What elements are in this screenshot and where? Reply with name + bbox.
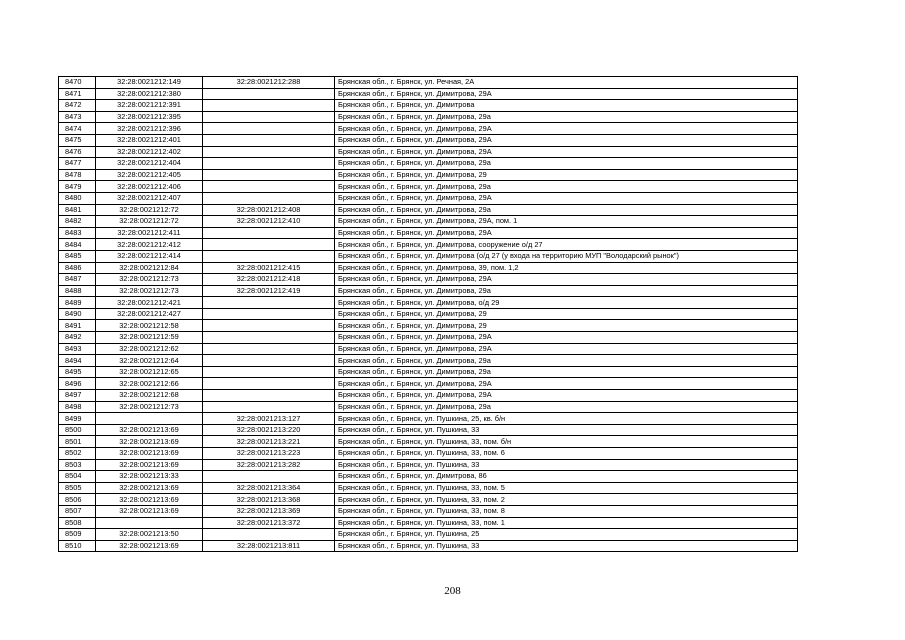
table-row [59,401,798,413]
table-row [59,482,798,494]
parcel-cadastral-number-cell: 32:28:0021212:380 [96,88,203,100]
object-cadastral-number-cell: 32:28:0021212:419 [203,285,335,297]
parcel-cadastral-number-cell: 32:28:0021212:84 [96,262,203,274]
object-cadastral-number-cell [203,134,335,146]
object-cadastral-number-cell [203,343,335,355]
table-row [59,448,798,460]
object-cadastral-number-cell [203,100,335,112]
row-number-cell: 8477 [59,158,96,170]
object-cadastral-number-cell [203,297,335,309]
parcel-cadastral-number-cell: 32:28:0021212:73 [96,401,203,413]
address-cell: Брянская обл., г. Брянск, ул. Димитрова, 29А [335,123,798,135]
address-cell: Брянская обл., г. Брянск, ул. Димитрова, 29а [335,204,798,216]
address-cell: Брянская обл., г. Брянск, ул. Пушкина, 25 [335,529,798,541]
table-row [59,320,798,332]
row-number-cell: 8494 [59,355,96,367]
address-cell: Брянская обл., г. Брянск, ул. Пушкина, 25, кв. б/н [335,413,798,425]
registry-table-body [59,77,798,552]
row-number-cell: 8487 [59,274,96,286]
parcel-cadastral-number-cell [96,413,203,425]
address-cell: Брянская обл., г. Брянск, ул. Димитрова, сооружение о/д 27 [335,239,798,251]
address-cell: Брянская обл., г. Брянск, ул. Димитрова, 29А [335,343,798,355]
table-row [59,332,798,344]
row-number-cell: 8509 [59,529,96,541]
row-number-cell: 8502 [59,448,96,460]
address-cell: Брянская обл., г. Брянск, ул. Пушкина, 33, пом. 6 [335,448,798,460]
parcel-cadastral-number-cell: 32:28:0021212:427 [96,308,203,320]
parcel-cadastral-number-cell: 32:28:0021212:421 [96,297,203,309]
parcel-cadastral-number-cell: 32:28:0021212:395 [96,111,203,123]
table-row [59,390,798,402]
address-cell: Брянская обл., г. Брянск, ул. Пушкина, 33 [335,424,798,436]
object-cadastral-number-cell [203,158,335,170]
object-cadastral-number-cell [203,227,335,239]
object-cadastral-number-cell [203,123,335,135]
table-row [59,413,798,425]
row-number-cell: 8480 [59,192,96,204]
registry-table [58,76,798,552]
address-cell: Брянская обл., г. Брянск, ул. Димитрова, 29а [335,401,798,413]
object-cadastral-number-cell: 32:28:0021212:415 [203,262,335,274]
address-cell: Брянская обл., г. Брянск, ул. Димитрова, о/д 29 [335,297,798,309]
parcel-cadastral-number-cell: 32:28:0021212:72 [96,216,203,228]
address-cell: Брянская обл., г. Брянск, ул. Димитрова, 29А [335,390,798,402]
object-cadastral-number-cell: 32:28:0021213:220 [203,424,335,436]
row-number-cell: 8496 [59,378,96,390]
row-number-cell: 8486 [59,262,96,274]
table-row [59,123,798,135]
table-row [59,308,798,320]
object-cadastral-number-cell [203,378,335,390]
address-cell: Брянская обл., г. Брянск, ул. Димитрова (о/д 27 (у входа на территорию МУП "Володарский рынок") [335,250,798,262]
table-row [59,262,798,274]
object-cadastral-number-cell [203,390,335,402]
parcel-cadastral-number-cell: 32:28:0021212:64 [96,355,203,367]
address-cell: Брянская обл., г. Брянск, ул. Димитрова, 29 [335,320,798,332]
row-number-cell: 8498 [59,401,96,413]
object-cadastral-number-cell [203,169,335,181]
parcel-cadastral-number-cell: 32:28:0021212:73 [96,274,203,286]
parcel-cadastral-number-cell: 32:28:0021212:149 [96,77,203,89]
parcel-cadastral-number-cell: 32:28:0021212:391 [96,100,203,112]
row-number-cell: 8483 [59,227,96,239]
address-cell: Брянская обл., г. Брянск, ул. Димитрова, 29А [335,378,798,390]
row-number-cell: 8507 [59,505,96,517]
table-row [59,111,798,123]
table-row [59,517,798,529]
object-cadastral-number-cell: 32:28:0021213:811 [203,540,335,552]
parcel-cadastral-number-cell: 32:28:0021212:411 [96,227,203,239]
parcel-cadastral-number-cell: 32:28:0021212:68 [96,390,203,402]
row-number-cell: 8504 [59,471,96,483]
address-cell: Брянская обл., г. Брянск, ул. Димитрова [335,100,798,112]
object-cadastral-number-cell [203,366,335,378]
object-cadastral-number-cell [203,111,335,123]
row-number-cell: 8476 [59,146,96,158]
table-row [59,529,798,541]
page-number: 208 [444,585,461,597]
object-cadastral-number-cell [203,471,335,483]
parcel-cadastral-number-cell: 32:28:0021212:62 [96,343,203,355]
parcel-cadastral-number-cell: 32:28:0021213:69 [96,505,203,517]
parcel-cadastral-number-cell: 32:28:0021212:405 [96,169,203,181]
table-row [59,505,798,517]
table-row [59,459,798,471]
row-number-cell: 8493 [59,343,96,355]
row-number-cell: 8497 [59,390,96,402]
table-row [59,494,798,506]
row-number-cell: 8492 [59,332,96,344]
parcel-cadastral-number-cell: 32:28:0021213:69 [96,459,203,471]
table-row [59,227,798,239]
address-cell: Брянская обл., г. Брянск, ул. Димитрова, 29а [335,158,798,170]
object-cadastral-number-cell [203,332,335,344]
table-row [59,169,798,181]
address-cell: Брянская обл., г. Брянск, ул. Димитрова, 29 [335,308,798,320]
object-cadastral-number-cell [203,239,335,251]
parcel-cadastral-number-cell: 32:28:0021212:412 [96,239,203,251]
object-cadastral-number-cell: 32:28:0021213:127 [203,413,335,425]
parcel-cadastral-number-cell: 32:28:0021212:406 [96,181,203,193]
address-cell: Брянская обл., г. Брянск, ул. Пушкина, 33, пом. б/н [335,436,798,448]
object-cadastral-number-cell: 32:28:0021212:418 [203,274,335,286]
object-cadastral-number-cell [203,250,335,262]
address-cell: Брянская обл., г. Брянск, ул. Димитрова, 29 [335,169,798,181]
object-cadastral-number-cell: 32:28:0021212:408 [203,204,335,216]
address-cell: Брянская обл., г. Брянск, ул. Димитрова, 29А [335,332,798,344]
row-number-cell: 8503 [59,459,96,471]
table-row [59,285,798,297]
address-cell: Брянская обл., г. Брянск, ул. Димитрова, 29А [335,134,798,146]
parcel-cadastral-number-cell: 32:28:0021213:69 [96,540,203,552]
parcel-cadastral-number-cell [96,517,203,529]
row-number-cell: 8508 [59,517,96,529]
address-cell: Брянская обл., г. Брянск, ул. Пушкина, 33, пом. 2 [335,494,798,506]
row-number-cell: 8488 [59,285,96,297]
parcel-cadastral-number-cell: 32:28:0021212:414 [96,250,203,262]
object-cadastral-number-cell: 32:28:0021213:368 [203,494,335,506]
address-cell: Брянская обл., г. Брянск, ул. Димитрова, 29а [335,285,798,297]
address-cell: Брянская обл., г. Брянск, ул. Димитрова, 29а [335,181,798,193]
row-number-cell: 8484 [59,239,96,251]
object-cadastral-number-cell: 32:28:0021213:221 [203,436,335,448]
address-cell: Брянская обл., г. Брянск, ул. Пушкина, 33, пом. 1 [335,517,798,529]
row-number-cell: 8500 [59,424,96,436]
row-number-cell: 8506 [59,494,96,506]
address-cell: Брянская обл., г. Брянск, ул. Димитрова, 86 [335,471,798,483]
row-number-cell: 8501 [59,436,96,448]
parcel-cadastral-number-cell: 32:28:0021212:73 [96,285,203,297]
parcel-cadastral-number-cell: 32:28:0021212:65 [96,366,203,378]
table-row [59,343,798,355]
parcel-cadastral-number-cell: 32:28:0021212:401 [96,134,203,146]
address-cell: Брянская обл., г. Брянск, ул. Димитрова, 29А, пом. 1 [335,216,798,228]
table-row [59,146,798,158]
parcel-cadastral-number-cell: 32:28:0021212:59 [96,332,203,344]
row-number-cell: 8489 [59,297,96,309]
table-row [59,366,798,378]
row-number-cell: 8510 [59,540,96,552]
table-row [59,436,798,448]
address-cell: Брянская обл., г. Брянск, ул. Речная, 2А [335,77,798,89]
parcel-cadastral-number-cell: 32:28:0021212:72 [96,204,203,216]
address-cell: Брянская обл., г. Брянск, ул. Димитрова, 29А [335,227,798,239]
object-cadastral-number-cell [203,181,335,193]
table-row [59,192,798,204]
address-cell: Брянская обл., г. Брянск, ул. Димитрова, 29А [335,88,798,100]
parcel-cadastral-number-cell: 32:28:0021212:396 [96,123,203,135]
object-cadastral-number-cell: 32:28:0021213:282 [203,459,335,471]
object-cadastral-number-cell: 32:28:0021213:372 [203,517,335,529]
table-row [59,540,798,552]
parcel-cadastral-number-cell: 32:28:0021213:69 [96,448,203,460]
address-cell: Брянская обл., г. Брянск, ул. Пушкина, 33 [335,459,798,471]
address-cell: Брянская обл., г. Брянск, ул. Пушкина, 33, пом. 5 [335,482,798,494]
parcel-cadastral-number-cell: 32:28:0021213:69 [96,424,203,436]
object-cadastral-number-cell [203,192,335,204]
table-row [59,239,798,251]
table-row [59,158,798,170]
row-number-cell: 8475 [59,134,96,146]
row-number-cell: 8473 [59,111,96,123]
row-number-cell: 8495 [59,366,96,378]
row-number-cell: 8482 [59,216,96,228]
row-number-cell: 8471 [59,88,96,100]
address-cell: Брянская обл., г. Брянск, ул. Димитрова, 39, пом. 1,2 [335,262,798,274]
parcel-cadastral-number-cell: 32:28:0021213:69 [96,494,203,506]
object-cadastral-number-cell [203,146,335,158]
row-number-cell: 8485 [59,250,96,262]
address-cell: Брянская обл., г. Брянск, ул. Пушкина, 33 [335,540,798,552]
address-cell: Брянская обл., г. Брянск, ул. Димитрова, 29А [335,274,798,286]
row-number-cell: 8505 [59,482,96,494]
object-cadastral-number-cell [203,355,335,367]
row-number-cell: 8472 [59,100,96,112]
parcel-cadastral-number-cell: 32:28:0021213:69 [96,482,203,494]
row-number-cell: 8491 [59,320,96,332]
parcel-cadastral-number-cell: 32:28:0021213:50 [96,529,203,541]
address-cell: Брянская обл., г. Брянск, ул. Димитрова, 29А [335,192,798,204]
parcel-cadastral-number-cell: 32:28:0021213:69 [96,436,203,448]
table-row [59,250,798,262]
object-cadastral-number-cell [203,308,335,320]
table-row [59,471,798,483]
table-row [59,204,798,216]
object-cadastral-number-cell [203,401,335,413]
object-cadastral-number-cell: 32:28:0021213:364 [203,482,335,494]
table-row [59,181,798,193]
parcel-cadastral-number-cell: 32:28:0021212:58 [96,320,203,332]
address-cell: Брянская обл., г. Брянск, ул. Димитрова, 29а [335,355,798,367]
row-number-cell: 8478 [59,169,96,181]
object-cadastral-number-cell [203,320,335,332]
row-number-cell: 8481 [59,204,96,216]
object-cadastral-number-cell: 32:28:0021212:288 [203,77,335,89]
table-row [59,424,798,436]
object-cadastral-number-cell [203,88,335,100]
parcel-cadastral-number-cell: 32:28:0021212:407 [96,192,203,204]
table-row [59,355,798,367]
object-cadastral-number-cell: 32:28:0021213:369 [203,505,335,517]
parcel-cadastral-number-cell: 32:28:0021212:404 [96,158,203,170]
parcel-cadastral-number-cell: 32:28:0021212:66 [96,378,203,390]
table-row [59,88,798,100]
parcel-cadastral-number-cell: 32:28:0021213:33 [96,471,203,483]
address-cell: Брянская обл., г. Брянск, ул. Димитрова, 29а [335,111,798,123]
address-cell: Брянская обл., г. Брянск, ул. Димитрова, 29а [335,366,798,378]
object-cadastral-number-cell [203,529,335,541]
table-row [59,100,798,112]
table-row [59,216,798,228]
table-row [59,274,798,286]
address-cell: Брянская обл., г. Брянск, ул. Димитрова, 29А [335,146,798,158]
table-row [59,134,798,146]
object-cadastral-number-cell: 32:28:0021213:223 [203,448,335,460]
table-row [59,77,798,89]
row-number-cell: 8499 [59,413,96,425]
address-cell: Брянская обл., г. Брянск, ул. Пушкина, 33, пом. 8 [335,505,798,517]
object-cadastral-number-cell: 32:28:0021212:410 [203,216,335,228]
row-number-cell: 8470 [59,77,96,89]
row-number-cell: 8474 [59,123,96,135]
table-row [59,378,798,390]
parcel-cadastral-number-cell: 32:28:0021212:402 [96,146,203,158]
row-number-cell: 8479 [59,181,96,193]
row-number-cell: 8490 [59,308,96,320]
table-row [59,297,798,309]
